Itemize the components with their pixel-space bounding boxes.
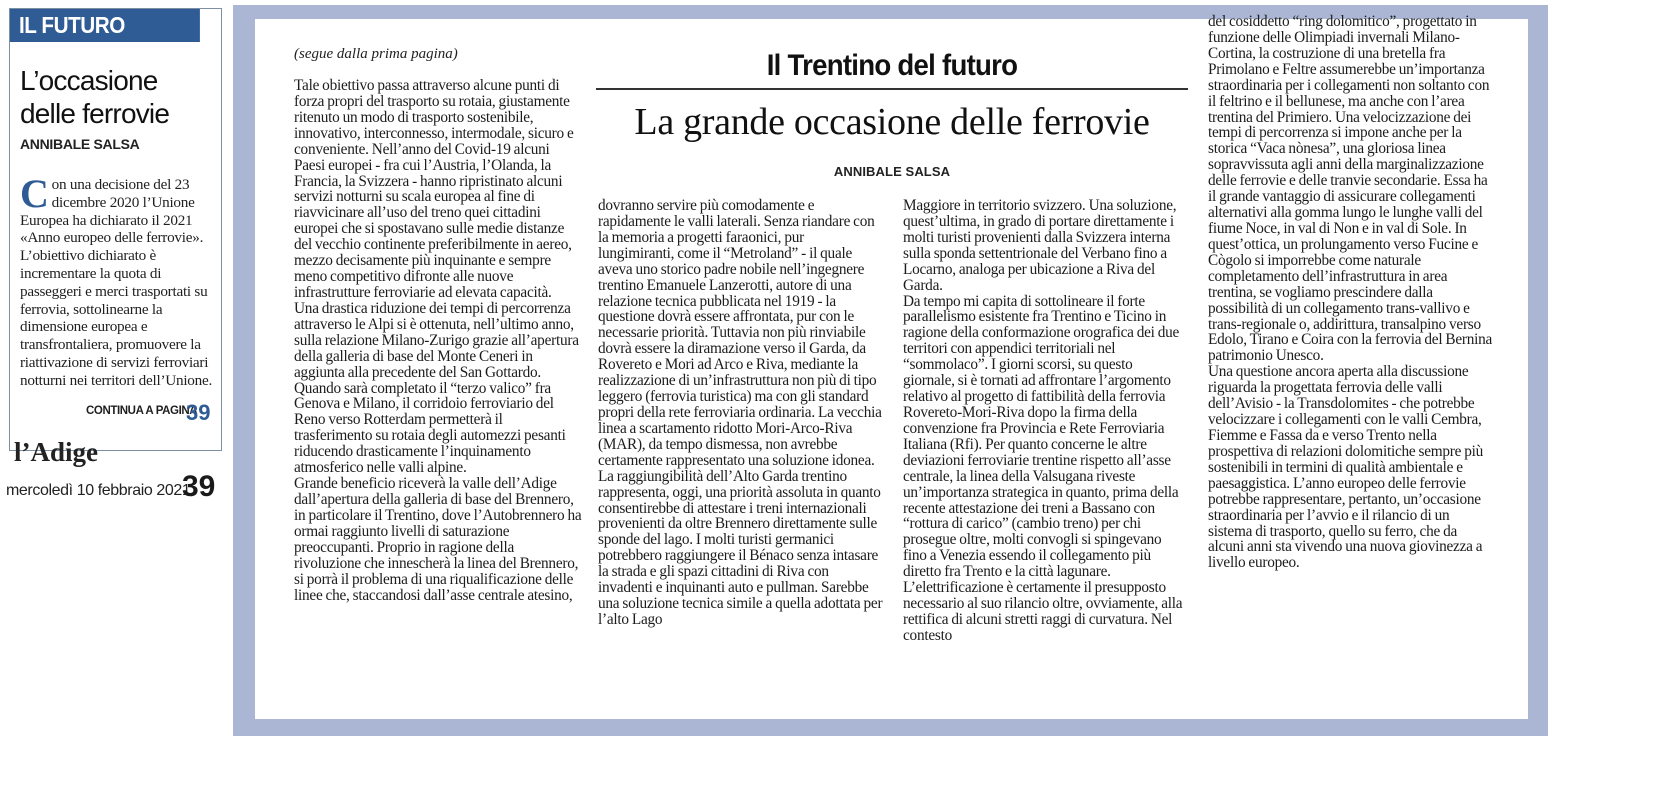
headline-rule: [596, 88, 1188, 90]
teaser-text: on una decisione del 23 dicembre 2020 l’Unione Europea ha dichiarato il 2021 «Anno europeo delle ferrovie». L’obiettivo dichiarato è incrementare la quota di passeggeri e merci trasportati su ferrovia, sottolinearne la dimensione europea e transfrontaliera, promuovere la riattivazione di servizi ferroviari notturni nei territori dell’Unione.: [20, 176, 213, 389]
continue-page-number[interactable]: 39: [186, 400, 211, 425]
newspaper-name: l’Adige: [14, 437, 98, 467]
article-byline: ANNIBALE SALSA: [833, 164, 951, 179]
article-column-3: Maggiore in territorio svizzero. Una soluzione, quest’ultima, in grado di portare direttamente i molti turisti provenienti dalla Svizzera interna sulla sponda settentrionale del Verbano fino a Locarno, analoga per ubicazione a Riva del Garda. Da tempo mi capita di sottolineare il forte parallelismo esistente fra Trentino e Ticino in ragione della conformazione orografica dei due territori con appendici territoriali nel “sommolaco”. I giorni scorsi, su questo giornale, si è tornati ad affrontare l’argomento relativo al progetto di fattibilità della ferrovia Rovereto-Mori-Riva dopo la firma della convenzione fra Provincia e Rete Ferroviaria Italiana (Rfi). Per quanto concerne le altre deviazioni ferroviarie trentine rispetto all’asse centrale, la linea della Valsugana riveste un’importanza strategica in quanto, prima della recente attestazione dei treni a Bassano con “rottura di carico” (cambio treno) per chi prosegue oltre, molti convogli si spingevano fino a Venezia essendo il collegamento più diretto fra Trento e la città lagunare. L’elettrificazione è certamente il presupposto necessario al suo rilancio oltre, ovviamente, alla rettifica di alcuni stretti raggi di curvatura. Nel contesto: [903, 198, 1183, 644]
continued-note: (segue dalla prima pagina): [294, 46, 458, 62]
page-number: 39: [182, 470, 216, 503]
article-column-4: del cosiddetto “ring dolomitico”, progettato in funzione delle Olimpiadi invernali Milano-Cortina, la costruzione di una bretella fra Primolano e Feltre assumerebbe un’importanza straordinaria per i collegamenti non soltanto con il feltrino e il bellunese, ma anche con l’area trentina del Primiero. Una velocizzazione dei tempi di percorrenza si impone anche per la storica “Vaca nònesa”, una gloriosa linea sopravvissuta agli anni della marginalizzazione delle ferrovie e delle tranvie secondarie. Essa ha il grande vantaggio di assicurare collegamenti alternativi alla gomma lungo le lunghe valli del fiume Noce, in val di Non e in val di Sole. In quest’ottica, un prolungamento verso Fucine e Cògolo si imporrebbe come naturale completamento dell’infrastruttura in area trentina, se vogliamo prescindere dalla possibilità di un collegamento trans-vallivo e trans-regionale o, addirittura, transalpino verso Edolo, Tirano e Coira con la ferrovia del Bernina patrimonio Unesco. Una questione ancora aperta alla discussione riguarda la progettata ferrovia delle valli dell’Avisio - la Transdolomites - che potrebbe velocizzare i collegamenti con le valli Cembra, Fiemme e Fassa da e verso Trento nella prospettiva di relazioni dolomitiche sempre più sostenibili in termini di qualità ambientale e paesaggistica. L’anno europeo delle ferrovie potrebbe rappresentare, pertanto, un’occasione straordinaria per l’avvio e il rilancio di un sistema di trasporto, quello su ferro, che da alcuni anni sta vivendo una nuova giovinezza a livello europeo.: [1208, 14, 1493, 572]
article-headline: Il Trentino del futuro: [766, 49, 1018, 82]
article-subhead: La grande occasione delle ferrovie: [634, 101, 1150, 143]
issue-date: mercoledì 10 febbraio 2021: [6, 482, 191, 499]
article-column-1: Tale obiettivo passa attraverso alcune punti di forza propri del trasporto su rotaia, giustamente ritenuto un modo di trasporto sostenibile, innovativo, interconnesso, intermodale, sicuro e conveniente. Nell’anno del Covid-19 alcuni Paesi europei - fra cui l’Austria, l’Olanda, la Francia, la Svizzera - hanno ripristinato alcuni servizi notturni su scala europea al fine di riavvicinare all’uso del treno quei cittadini europei che si spostavano sulle medie distanze del vecchio continente preferibilmente in aereo, mezzo decisamente più inquinante e sempre meno competitivo difronte alle nuove infrastrutture ferroviarie ad elevata capacità. Una drastica riduzione dei tempi di percorrenza attraverso le Alpi si è ottenuta, nell’ultimo anno, sulla relazione Milano-Zurigo grazie all’apertura della galleria di base del Monte Ceneri in aggiunta alla precedente del San Gottardo. Quando sarà completato il “terzo valico” fra Genova e Milano, il corridoio ferroviario del Reno verso Rotterdam permetterà il trasferimento su rotaia degli automezzi pesanti riducendo drasticamente l’inquinamento atmosferico nelle valli alpine. Grande beneficio riceverà la valle dell’Adige dall’apertura della galleria di base del Brennero, in particolare il Trentino, dove l’Autobrennero ha ormai raggiunto livelli di saturazione preoccupanti. Proprio in ragione della rivoluzione che innescherà la linea del Brennero, si porrà il problema di una riqualificazione delle linee che, staccandosi dall’asse centrale atesino,: [294, 78, 582, 604]
teaser-dropcap: C: [20, 171, 49, 216]
teaser-author: ANNIBALE SALSA: [20, 136, 140, 152]
section-tag: IL FUTURO: [10, 9, 200, 42]
continue-link[interactable]: CONTINUA A PAGINA: [86, 405, 198, 417]
teaser-body: [20, 171, 224, 390]
article-column-2: dovranno servire più comodamente e rapidamente le valli laterali. Senza riandare con la memoria a progetti faraonici, pur lungimiranti, come il “Metroland” - il quale aveva uno storico padre nobile nell’ingegnere trentino Emanuele Lanzerotti, autore di una relazione tecnica pubblicata nel 1919 - la questione dovrà essere affrontata, pur con le necessarie priorità. Tuttavia non più rinviabile dovrà essere la diramazione verso il Garda, da Rovereto e Mori ad Arco e Riva, mediante la realizzazione di un’infrastruttura non più di tipo leggero (ferrovia turistica) ma con gli standard propri della rete ferroviaria ordinaria. La vecchia linea a scartamento ridotto Mori-Arco-Riva (MAR), da tempo dismessa, non avrebbe certamente rappresentato una soluzione idonea. La raggiungibilità dell’Alto Garda trentino rappresenta, oggi, una priorità assoluta in quanto consentirebbe di attestare i treni internazionali provenienti da oltre Brennero direttamente sulle sponde del lago. I molti turisti germanici potrebbero raggiungere il Bénaco senza intasare la strada e gli spazi cittadini di Riva con invadenti e inquinanti auto e pullman. Sarebbe una soluzione tecnica simile a quella adottata per l’alto Lago: [598, 198, 883, 628]
teaser-title: L’occasione delle ferrovie: [20, 65, 170, 129]
